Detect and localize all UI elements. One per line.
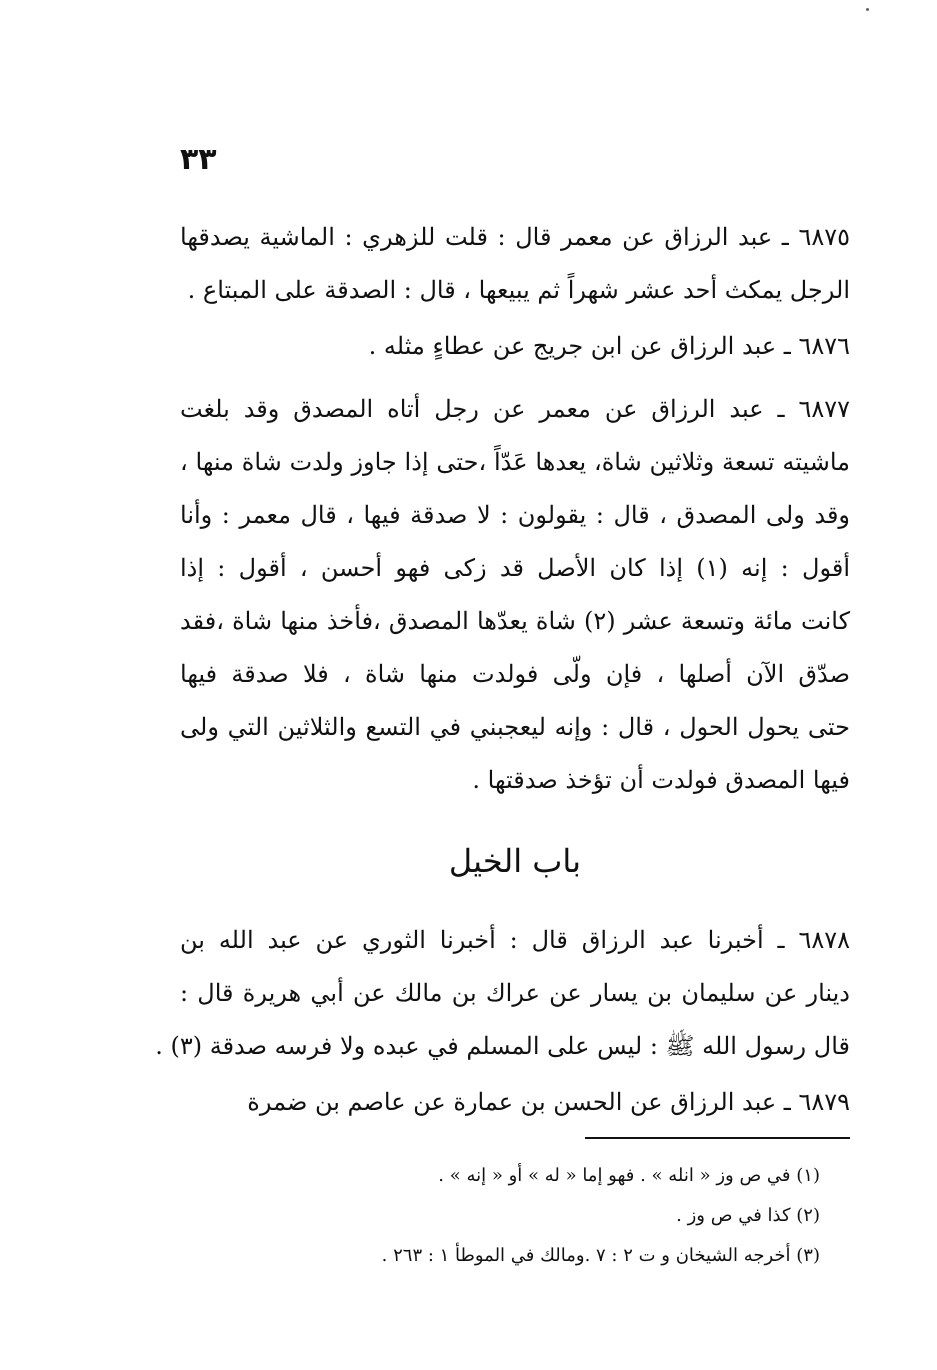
text-line: ٦٨٧٦ ـ عبد الرزاق عن ابن جريج عن عطاءٍ مثله . [368, 332, 850, 360]
footnote-1: (١) في ص وز « انله » . فهو إما « له » أو « إنه » . [438, 1165, 820, 1186]
text-line: وقد ولى المصدق ، قال : يقولون : لا صدقة فيها ، قال معمر : وأنا [180, 501, 850, 529]
text-line: ٦٨٧٧ ـ عبد الرزاق عن معمر عن رجل أتاه المصدق وقد بلغت [180, 395, 850, 423]
section-title: باب الخيل [448, 842, 582, 880]
text-line: الرجل يمكث أحد عشر شهراً ثم يبيعها ، قال : الصدقة على المبتاع . [187, 276, 850, 304]
paragraph-6878 [155, 914, 850, 1073]
text-line: ٦٨٧٩ ـ عبد الرزاق عن الحسن بن عمارة عن عاصم بن ضمرة [247, 1088, 850, 1116]
paragraph-6875 [180, 211, 850, 317]
footnotes [180, 1156, 820, 1276]
footnote-2: (٢) كذا في ص وز . [676, 1205, 820, 1226]
page-number: ٣٣ [180, 142, 217, 177]
footnote-3: (٣) أخرجه الشيخان و ت ٢ : ٧ .ومالك في الموطأ ١ : ٢٦٣ . [381, 1245, 820, 1266]
text-line: ٦٨٧٨ ـ أخبرنا عبد الرزاق قال : أخبرنا الثوري عن عبد الله بن [180, 926, 850, 954]
paragraph-6876 [180, 320, 850, 373]
text-line: قال رسول الله ﷺ : ليس على المسلم في عبده ولا فرسه صدقة (٣) . [155, 1032, 850, 1060]
footnote-separator [585, 1137, 850, 1139]
paragraph-6877 [180, 383, 850, 807]
text-line: أقول : إنه (١) إذا كان الأصل قد زكى فهو أحسن ، أقول : إذا [180, 554, 850, 582]
scan-speck [866, 8, 869, 11]
text-line: كانت مائة وتسعة عشر (٢) شاة يعدّها المصدق ،فأخذ منها شاة ،فقد [180, 607, 850, 635]
text-line: فيها المصدق فولدت أن تؤخذ صدقتها . [472, 766, 850, 794]
text-line: ٦٨٧٥ ـ عبد الرزاق عن معمر قال : قلت للزهري : الماشية يصدقها [180, 223, 850, 251]
paragraph-6879 [180, 1076, 850, 1129]
text-line: حتى يحول الحول ، قال : وإنه ليعجبني في التسع والثلاثين التي ولى [180, 713, 850, 741]
text-line: صدّق الآن أصلها ، فإن ولّى فولدت منها شاة ، فلا صدقة فيها [180, 660, 850, 688]
text-line: ماشيته تسعة وثلاثين شاة، يعدها عَدّاً ،حتى إذا جاوز ولدت شاة منها ، [180, 448, 850, 476]
text-line: دينار عن سليمان بن يسار عن عراك بن مالك عن أبي هريرة قال : [180, 979, 850, 1007]
